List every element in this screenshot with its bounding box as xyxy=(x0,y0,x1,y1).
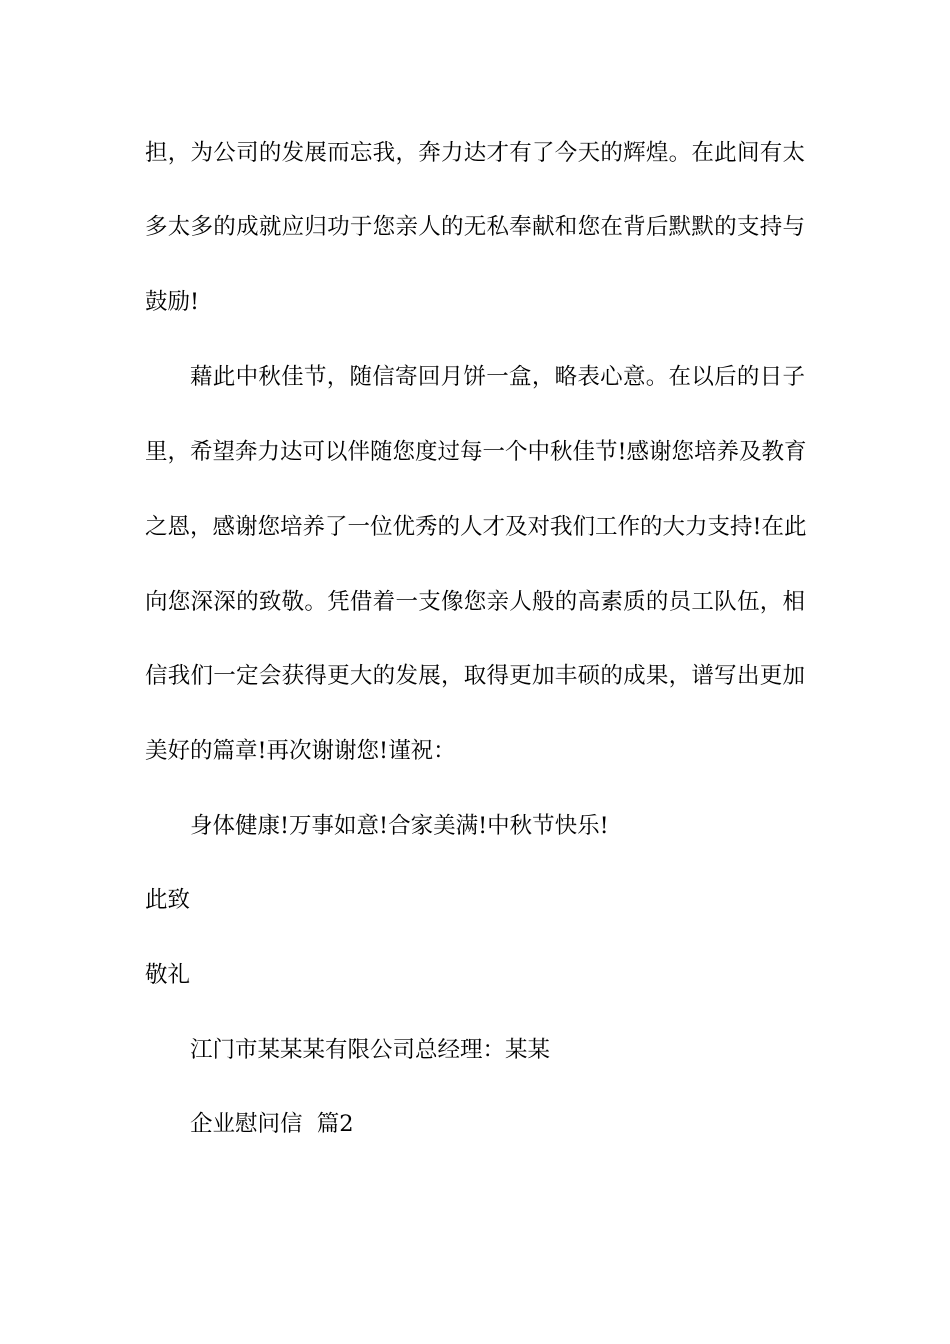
wishes-line: 身体健康!万事如意!合家美满!中秋节快乐! xyxy=(190,813,609,839)
closing-cizhi: 此致 xyxy=(145,887,191,913)
paragraph-line-8: 信我们一定会获得更大的发展，取得更加丰硕的成果，谱写出更加 xyxy=(145,663,805,689)
signature-line: 江门市某某某有限公司总经理：某某 xyxy=(190,1037,551,1063)
paragraph-line-5: 里，希望奔力达可以伴随您度过每一个中秋佳节!感谢您培养及教育 xyxy=(145,439,807,465)
paragraph-line-6: 之恩，感谢您培养了一位优秀的人才及对我们工作的大力支持!在此 xyxy=(145,514,807,540)
paragraph-line-7: 向您深深的致敬。凭借着一支像您亲人般的高素质的员工队伍，相 xyxy=(145,589,805,615)
closing-jingli: 敬礼 xyxy=(145,962,191,988)
paragraph-line-4: 藉此中秋佳节，随信寄回月饼一盒，略表心意。在以后的日子 xyxy=(190,364,805,390)
section-heading: 企业慰问信 篇2 xyxy=(190,1111,354,1137)
paragraph-line-9: 美好的篇章!再次谢谢您!谨祝： xyxy=(145,738,456,764)
paragraph-line-2: 多太多的成就应归功于您亲人的无私奉献和您在背后默默的支持与 xyxy=(145,214,805,240)
paragraph-line-1: 担，为公司的发展而忘我，奔力达才有了今天的辉煌。在此间有太 xyxy=(145,140,805,166)
paragraph-line-3: 鼓励! xyxy=(145,289,200,315)
